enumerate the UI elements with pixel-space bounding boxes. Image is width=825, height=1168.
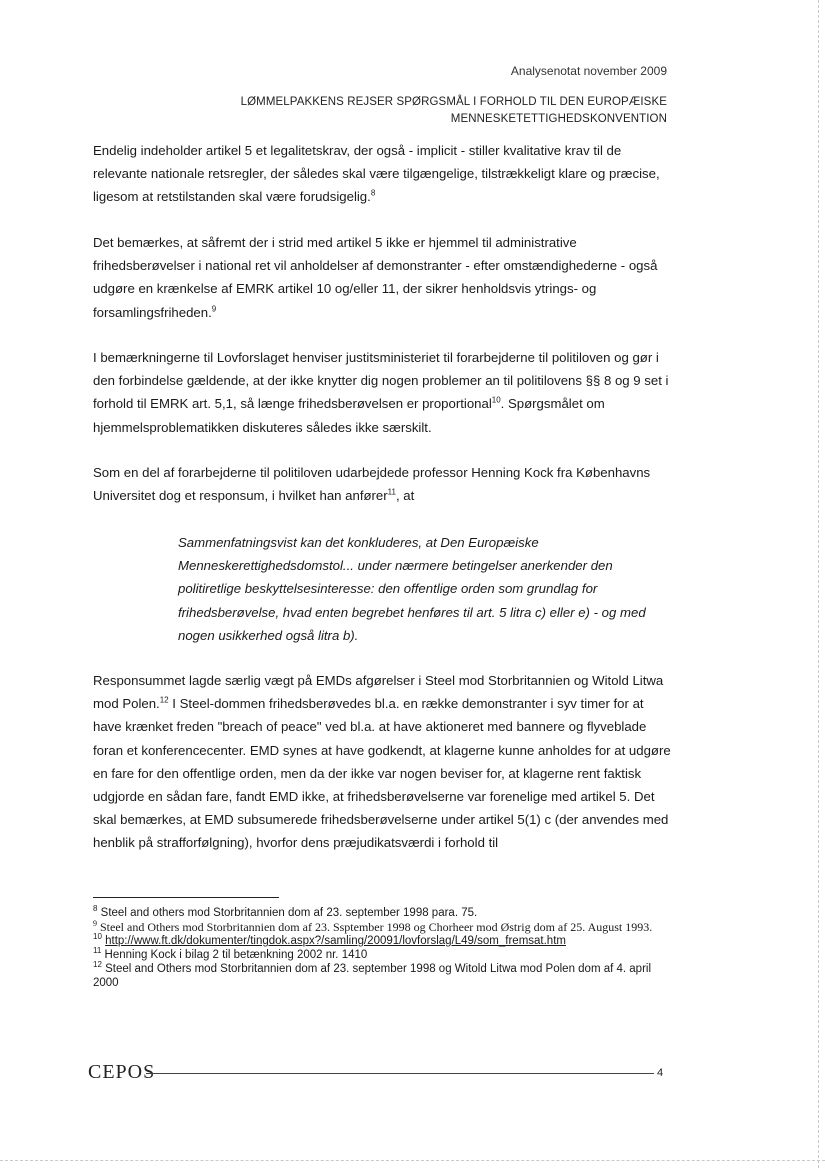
footnote-link[interactable]: http://www.ft.dk/dokumenter/tingdok.aspx?/samling/20091/lovforslag/L49/som_fremsat.htm (105, 935, 566, 947)
paragraph-5-text-a: Responsummet lagde særlig vægt på EMDs afgørelser i Steel mod Storbritannien og Witold Litwa mod Polen. (93, 673, 664, 712)
header-date: Analysenotat november 2009 (510, 64, 667, 78)
paragraph-5 (93, 669, 673, 855)
footnote-text: Henning Kock i bilag 2 til betænkning 2002 nr. 1410 (104, 949, 368, 961)
footnote-8 (93, 906, 673, 920)
footnote-number: 11 (93, 946, 102, 956)
paragraph-4-text-b: , at (395, 488, 415, 504)
paragraph-2 (93, 231, 673, 324)
block-quote: Sammenfatningsvist kan det konkluderes, at Den Europæiske Menneskerettighedsdomstol... under nærmere betingelser anerkender den politiretlige beskyttelsesinteresse: den offentlige orden som grundlag for frihedsberøvelse, hvad enten begrebet henføres til art. 5 litra c) eller e) - og med nogen usikkerhed også litra b). (178, 535, 646, 643)
footnote-number: 12 (93, 960, 102, 970)
page-number: 4 (657, 1067, 664, 1079)
paragraph-3 (93, 346, 673, 439)
footnotes (93, 906, 673, 990)
footnote-text: Steel and others mod Storbritannien dom af 23. september 1998 para. 75. (100, 907, 478, 919)
footnote-10 (93, 934, 673, 948)
footnote-ref-9[interactable]: 9 (211, 304, 217, 314)
footnote-text: Steel and Others mod Storbritannien dom af 23. september 1998 og Witold Litwa mod Polen dom af 4. april 2000 (93, 963, 652, 989)
footnote-text: Steel and Others mod Storbritannien dom af 23. Ssptember 1998 og Chorheer mod Østrig dom af 25. August 1993. (100, 920, 653, 934)
paragraph-5-text-b: I Steel-dommen frihedsberøvedes bl.a. en række demonstranter i syv timer for at have krænket freden "breach of peace" ved bl.a. at have aktioneret med bannere og flyveblade foran et konferencecenter. EMD synes at have godkendt, at klagerne kunne anholdes for at udgøre en fare for den offentlige orden, men da der ikke var nogen beviser for, at klagerne rent faktisk udgjorde en sådan fare, fandt EMD ikke, at frihedsberøvelserne var forenelige med artikel 5. Det skal bemærkes, at EMD subsumerede frihedsberøvelserne under artikel 5(1) c (der anvendes med henblik på strafforfølgning), hvorfor dens præjudikatsværdi i forhold til (93, 696, 671, 851)
footnote-11 (93, 948, 673, 962)
footnote-ref-8[interactable]: 8 (370, 189, 376, 199)
footnote-9 (93, 920, 673, 934)
scan-edge-bottom (0, 1160, 825, 1161)
footnote-number: 10 (93, 932, 102, 942)
paragraph-1 (93, 139, 673, 209)
footnote-ref-12[interactable]: 12 (159, 695, 169, 705)
paragraph-3-text-a: I bemærkningerne til Lovforslaget henviser justitsministeriet til forarbejderne til politiloven og gør i den forbindelse gældende, at der ikke knytter dig nogen problemer an til politilovens §§ 8 og 9 set i forhold til EMRK art. 5,1, så længe frihedsberøvelsen er proportional (93, 350, 669, 412)
footnote-12 (93, 962, 673, 990)
paragraph-1-text: Endelig indeholder artikel 5 et legalitetskrav, der også - implicit - stiller kvalitative krav til de relevante nationale retsregler, der således skal være tilgængelige, tilstrækkeligt klare og præcise, ligesom at retstilstanden skal være forudsigelig. (93, 143, 660, 205)
footnote-ref-11[interactable]: 11 (387, 487, 396, 497)
footnote-ref-10[interactable]: 10 (491, 396, 501, 406)
footnote-separator (93, 897, 279, 898)
footer-logo: CEPOS (88, 1061, 156, 1083)
paragraph-4-text-a: Som en del af forarbejderne til politiloven udarbejdede professor Henning Kock fra Københavns Universitet dog et responsum, i hvilket han anfører (93, 465, 651, 504)
footnote-number: 8 (93, 904, 98, 914)
footer-rule (146, 1073, 654, 1074)
header-title: LØMMELPAKKENS REJSER SPØRGSMÅL I FORHOLD TIL DEN EUROPÆISKE MENNESKETETTIGHEDSKONVENTION (240, 96, 667, 125)
paragraph-3-text-b: . Spørgsmålet om hjemmelsproblematikken diskuteres således ikke særskilt. (93, 396, 605, 435)
paragraph-2-text: Det bemærkes, at såfremt der i strid med artikel 5 ikke er hjemmel til administrative frihedsberøvelser i national ret vil anholdelser af demonstranter - efter omstændighederne - også udgøre en krænkelse af EMRK artikel 10 og/eller 11, der sikrer henholdsvis ytrings- og forsamlingsfriheden. (93, 235, 658, 320)
footnote-number: 9 (93, 919, 97, 928)
paragraph-4 (93, 461, 673, 507)
scan-edge-right (818, 0, 819, 1168)
